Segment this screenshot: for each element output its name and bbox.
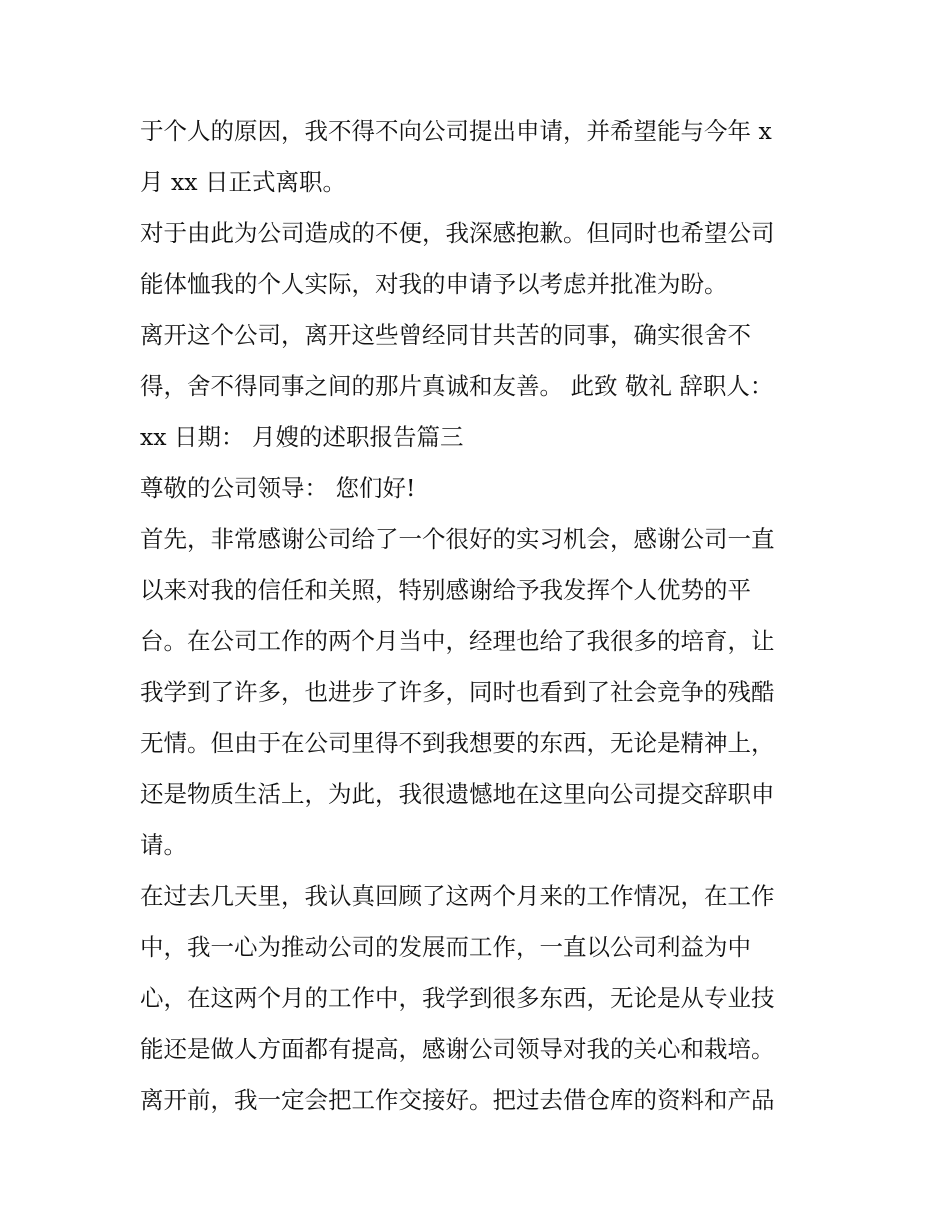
- text-line: 无情。但由于在公司里得不到我想要的东西，无论是精神上，: [140, 729, 775, 757]
- text-line: 得，舍不得同事之间的那片真诚和友善。 此致 敬礼 辞职人：: [140, 372, 774, 400]
- text-line: 离开前，我一定会把工作交接好。把过去借仓库的资料和产品: [140, 1086, 775, 1114]
- text-line: 台。在公司工作的两个月当中，经理也给了我很多的培育，让: [140, 627, 775, 655]
- text-line: 对于由此为公司造成的不便，我深感抱歉。但同时也希望公司: [140, 219, 775, 247]
- text-line: 中，我一心为推动公司的发展而工作，一直以公司利益为中: [140, 933, 751, 961]
- text-line: 月 xx 日正式离职。: [140, 168, 346, 196]
- text-line: 我学到了许多，也进步了许多，同时也看到了社会竞争的残酷: [140, 678, 775, 706]
- document-body: [140, 106, 820, 1126]
- text-line: xx 日期： 月嫂的述职报告篇三: [140, 423, 464, 451]
- text-line: 请。: [140, 831, 187, 859]
- text-line: 于个人的原因，我不得不向公司提出申请，并希望能与今年 x: [140, 117, 772, 145]
- text-line: 在过去几天里，我认真回顾了这两个月来的工作情况，在工作: [140, 882, 775, 910]
- text-line: 心，在这两个月的工作中，我学到很多东西，无论是从专业技: [140, 984, 775, 1012]
- text-line: 还是物质生活上，为此，我很遗憾地在这里向公司提交辞职申: [140, 780, 775, 808]
- text-line: 尊敬的公司领导： 您们好!: [140, 474, 416, 502]
- text-line: 能还是做人方面都有提高，感谢公司领导对我的关心和栽培。: [140, 1035, 775, 1063]
- text-line: 以来对我的信任和关照，特别感谢给予我发挥个人优势的平: [140, 576, 751, 604]
- text-line: 能体恤我的个人实际，对我的申请予以考虑并批准为盼。: [140, 270, 728, 298]
- text-line: 首先，非常感谢公司给了一个很好的实习机会，感谢公司一直: [140, 525, 775, 553]
- text-line: 离开这个公司，离开这些曾经同甘共苦的同事，确实很舍不: [140, 321, 751, 349]
